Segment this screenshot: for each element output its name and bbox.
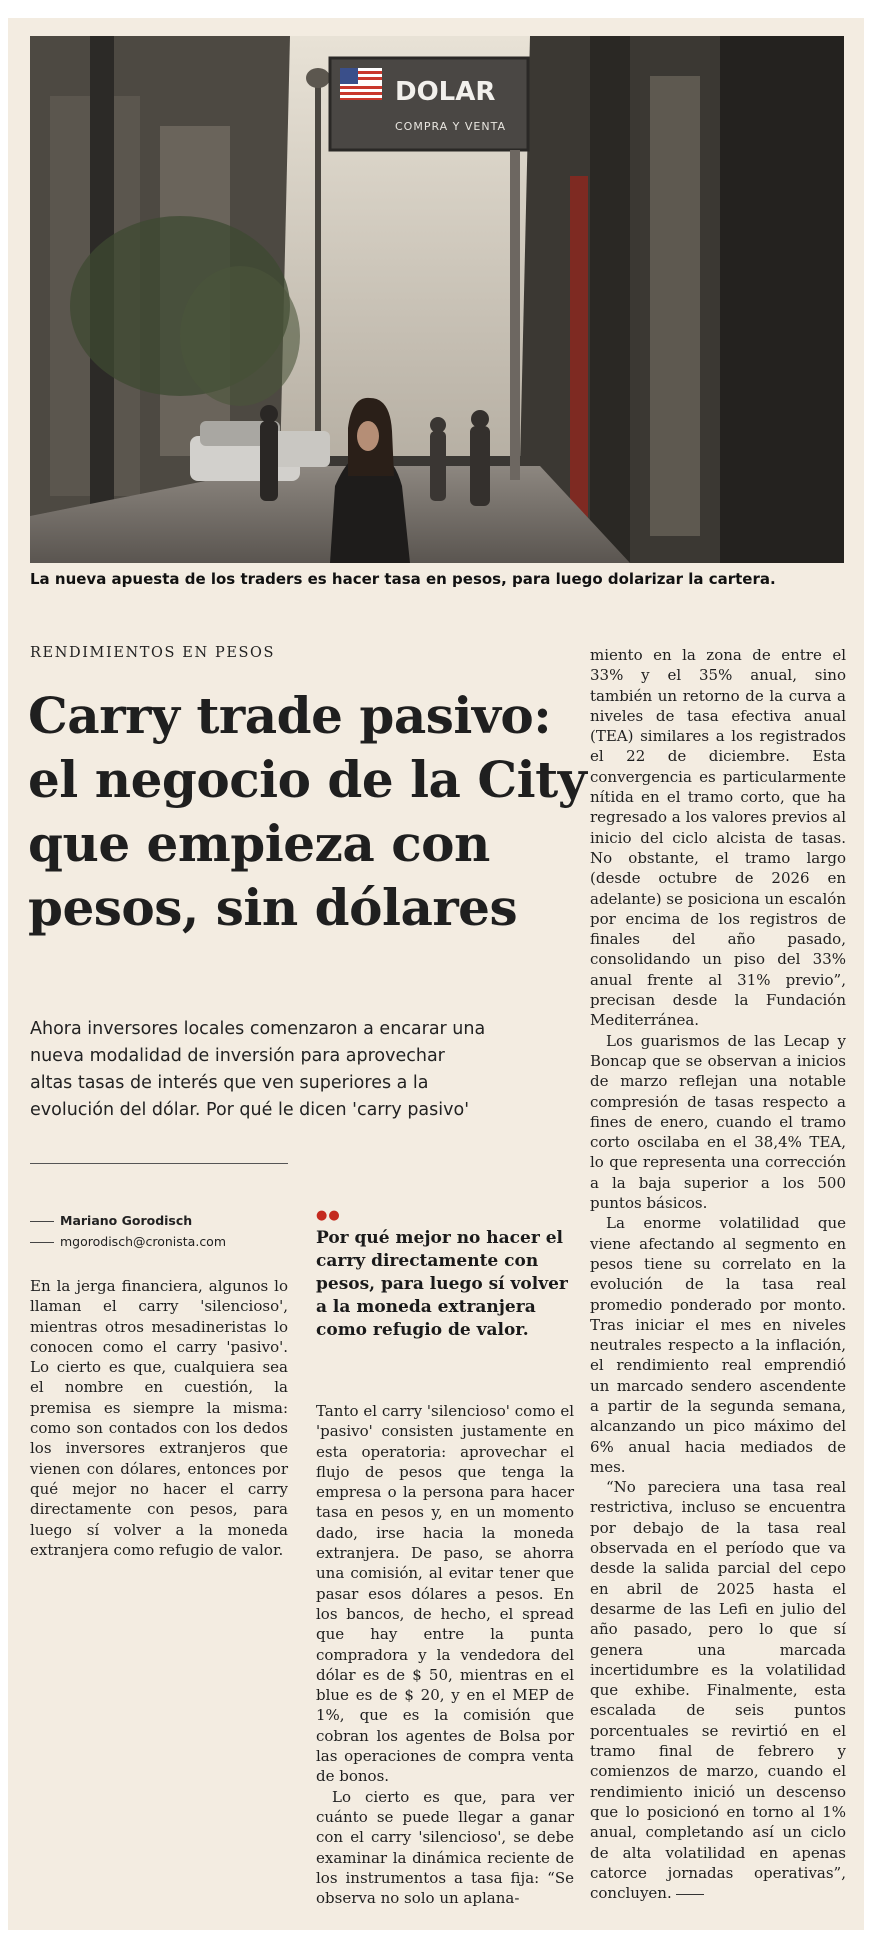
byline-dash [30, 1242, 54, 1243]
headline-line: Carry trade pasivo: [28, 686, 552, 745]
article-photo [30, 36, 844, 563]
divider [30, 1163, 288, 1164]
sign-subtitle: COMPRA Y VENTA [395, 120, 506, 133]
body-paragraph: La enorme volatilidad que viene afectando al segmento en pesos tiene su correlato en la evolución de la tasa real promedio ponderado por monto. Tras iniciar el mes en niveles neutrales respecto a la inflación, el rendimiento real emprendió un marcado sendero ascendente a partir de la segunda semana, alcanzando un pico máximo del 6% anual hacia mediados de mes. [590, 1214, 846, 1476]
body-paragraph: En la jerga financiera, algunos lo llaman el carry 'silencioso', mientras otros mesadineristas lo conocen como el carry 'pasivo'. Lo cierto es que, cualquiera sea el nombre en cuestión, la premisa es siempre la misma: como son contados con los dedos los inversores extranjeros que vienen con dólares, entonces por qué mejor no hacer el carry directamente con pesos, para luego sí volver a la moneda extranjera como refugio de valor. [30, 1277, 288, 1559]
body-column-1 [30, 1276, 288, 1560]
pull-quote [316, 1209, 578, 1342]
pull-quote-text: Por qué mejor no hacer el carry directamente con pesos, para luego sí volver a la moneda extranjera como refugio de valor. [316, 1228, 568, 1340]
byline-dash [30, 1221, 54, 1222]
deck-line: nueva modalidad de inversión para aprovechar [30, 1046, 445, 1066]
body-paragraph: Los guarismos de las Lecap y Boncap que se observan a inicios de marzo reflejan una notable compresión de tasas respecto a fines de enero, cuando el tramo corto oscilaba en el 38,4% TEA, lo que representa una corrección a la baja superior a los 500 puntos básicos. [590, 1031, 846, 1213]
section-kicker: RENDIMIENTOS EN PESOS [30, 645, 276, 661]
end-mark [676, 1894, 704, 1895]
body-column-3 [590, 645, 846, 1903]
headline-line: el negocio de la City [28, 750, 587, 809]
headline-line: que empieza con [28, 814, 490, 873]
headline-line: pesos, sin dólares [28, 878, 518, 937]
deck-line: Ahora inversores locales comenzaron a encarar una [30, 1019, 486, 1039]
author-email[interactable]: mgorodisch@cronista.com [60, 1234, 227, 1249]
sign-title: DOLAR [395, 77, 496, 107]
body-paragraph: miento en la zona de entre el 33% y el 35% anual, sino también un retorno de la curva a niveles de tasa efectiva anual (TEA) similares a los registrados el 22 de diciembre. Esta convergencia es particularmente nítida en el tramo corto, que ha regresado a los valores previos al inicio del ciclo alcista de tasas. No obstante, el tramo largo (desde octubre de 2026 en adelante) se posiciona un escalón por encima de los registros de finales del año pasado, consolidando un piso del 33% anual frente al 31% previo”, precisan desde la Fundación Mediterránea. [590, 646, 846, 1030]
photo-caption: La nueva apuesta de los traders es hacer tasa en pesos, para luego dolarizar la cartera. [30, 570, 776, 588]
author-name: Mariano Gorodisch [60, 1213, 193, 1228]
quote-dots-icon: ●● [316, 1208, 341, 1223]
newspaper-page [8, 18, 864, 1930]
body-column-2 [316, 1401, 574, 1908]
body-paragraph: Tanto el carry 'silencioso' como el 'pasivo' consisten justamente en esta operatoria: aprovechar el flujo de pesos que tenga la empresa o la persona para hacer tasa en pesos y, en un momento dado, irse hacia la moneda extranjera. De paso, se ahorra una comisión, al evitar tener que pasar esos dólares a pesos. En los bancos, de hecho, el spread que hay entre la punta compradora y la vendedora del dólar es de $ 50, mientras en el blue es de $ 20, y en el MEP de 1%, que es la comisión que cobran los agentes de Bolsa por las operaciones de compra venta de bonos. [316, 1402, 574, 1786]
deck-subheadline [30, 1016, 530, 1124]
headline [28, 684, 588, 940]
body-paragraph-text: “No pareciera una tasa real restrictiva, incluso se encuentra por debajo de la tasa real observada en el período que va desde la salida parcial del cepo en abril de 2025 hasta el desarme de las Lefi en julio del año pasado, pero lo que sí genera una marcada incertidumbre es la volatilidad que exhibe. Finalmente, esta escalada de seis puntos porcentuales se revirtió en el tramo final de febrero y comienzos de marzo, cuando el rendimiento inició un descenso que lo posicionó en torno al 1% anual, completando así un ciclo de alta volatilidad en apenas catorce jornadas operativas”, concluyen. [590, 1478, 846, 1903]
body-paragraph [590, 1477, 846, 1903]
deck-line: altas tasas de interés que ven superiores a la [30, 1073, 429, 1093]
byline [30, 1210, 226, 1252]
body-paragraph: Lo cierto es que, para ver cuánto se puede llegar a ganar con el carry 'silencioso', se debe examinar la dinámica reciente de los instrumentos a tasa fija: “Se observa no solo un aplana- [316, 1787, 574, 1908]
deck-line: evolución del dólar. Por qué le dicen 'carry pasivo' [30, 1100, 470, 1120]
